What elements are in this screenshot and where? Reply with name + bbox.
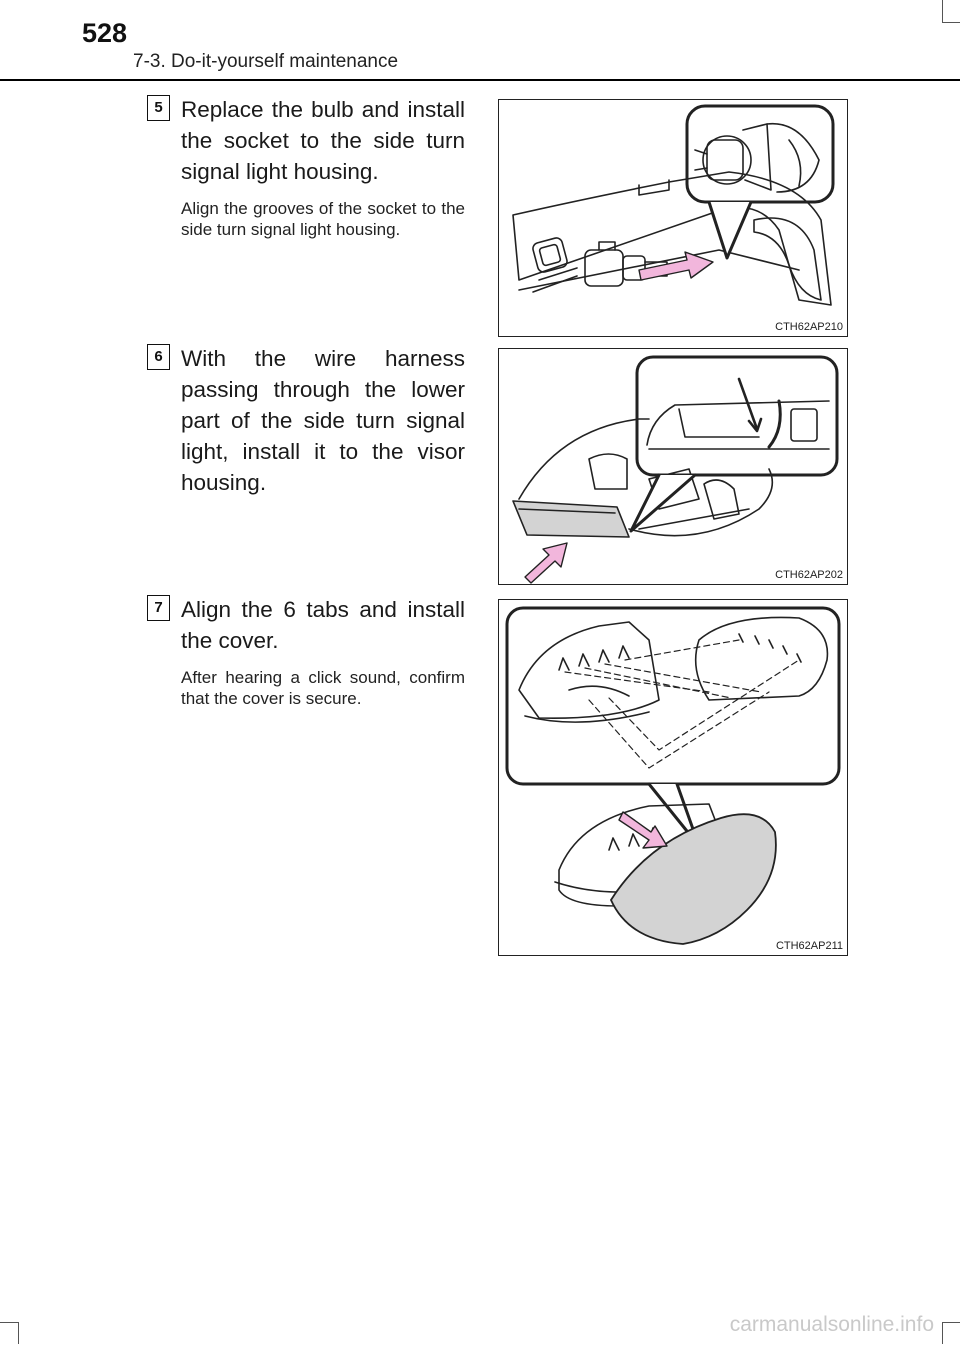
page-number: 528: [82, 18, 128, 48]
mirror-cover: [611, 814, 776, 944]
figure-socket-install: [498, 99, 848, 337]
insert-arrow-icon: [639, 252, 713, 280]
step-5: [147, 94, 465, 240]
crop-mark: [942, 1322, 943, 1344]
figure-code: CTH62AP202: [775, 569, 843, 581]
visor-install-illustration: [499, 349, 847, 584]
figure-code: CTH62AP211: [775, 940, 843, 952]
step-7: [147, 594, 465, 709]
header-rule: [0, 79, 960, 81]
figure-visor-install: [498, 348, 848, 585]
cover-install-illustration: [499, 600, 847, 955]
cover-push-arrow-icon: [619, 812, 667, 848]
step-number-badge: 5: [147, 95, 170, 121]
section-title: 7-3. Do-it-yourself maintenance: [133, 51, 399, 72]
watermark: carmanualsonline.info: [729, 1313, 934, 1336]
step-instruction: Align the 6 tabs and install the cover.: [181, 597, 465, 653]
crop-mark: [942, 22, 960, 23]
step-number-badge: 6: [147, 344, 170, 370]
step-number-badge: 7: [147, 595, 170, 621]
step-6: [147, 343, 465, 498]
step-instruction: With the wire harness passing through the lower part of the side turn signal light, install it to the visor housing.: [181, 346, 465, 495]
crop-mark: [942, 0, 943, 22]
crop-mark: [942, 1322, 960, 1323]
step-instruction: Replace the bulb and install the socket to the side turn signal light housing.: [181, 97, 465, 184]
crop-mark: [0, 1322, 18, 1323]
push-arrow-icon: [525, 543, 567, 583]
step-note: After hearing a click sound, confirm that the cover is secure.: [181, 668, 465, 708]
socket-install-illustration: [499, 100, 847, 336]
figure-code: CTH62AP210: [775, 321, 843, 333]
crop-mark: [18, 1322, 19, 1344]
step-note: Align the grooves of the socket to the side turn signal light housing.: [181, 199, 465, 239]
figure-cover-install: [498, 599, 848, 956]
